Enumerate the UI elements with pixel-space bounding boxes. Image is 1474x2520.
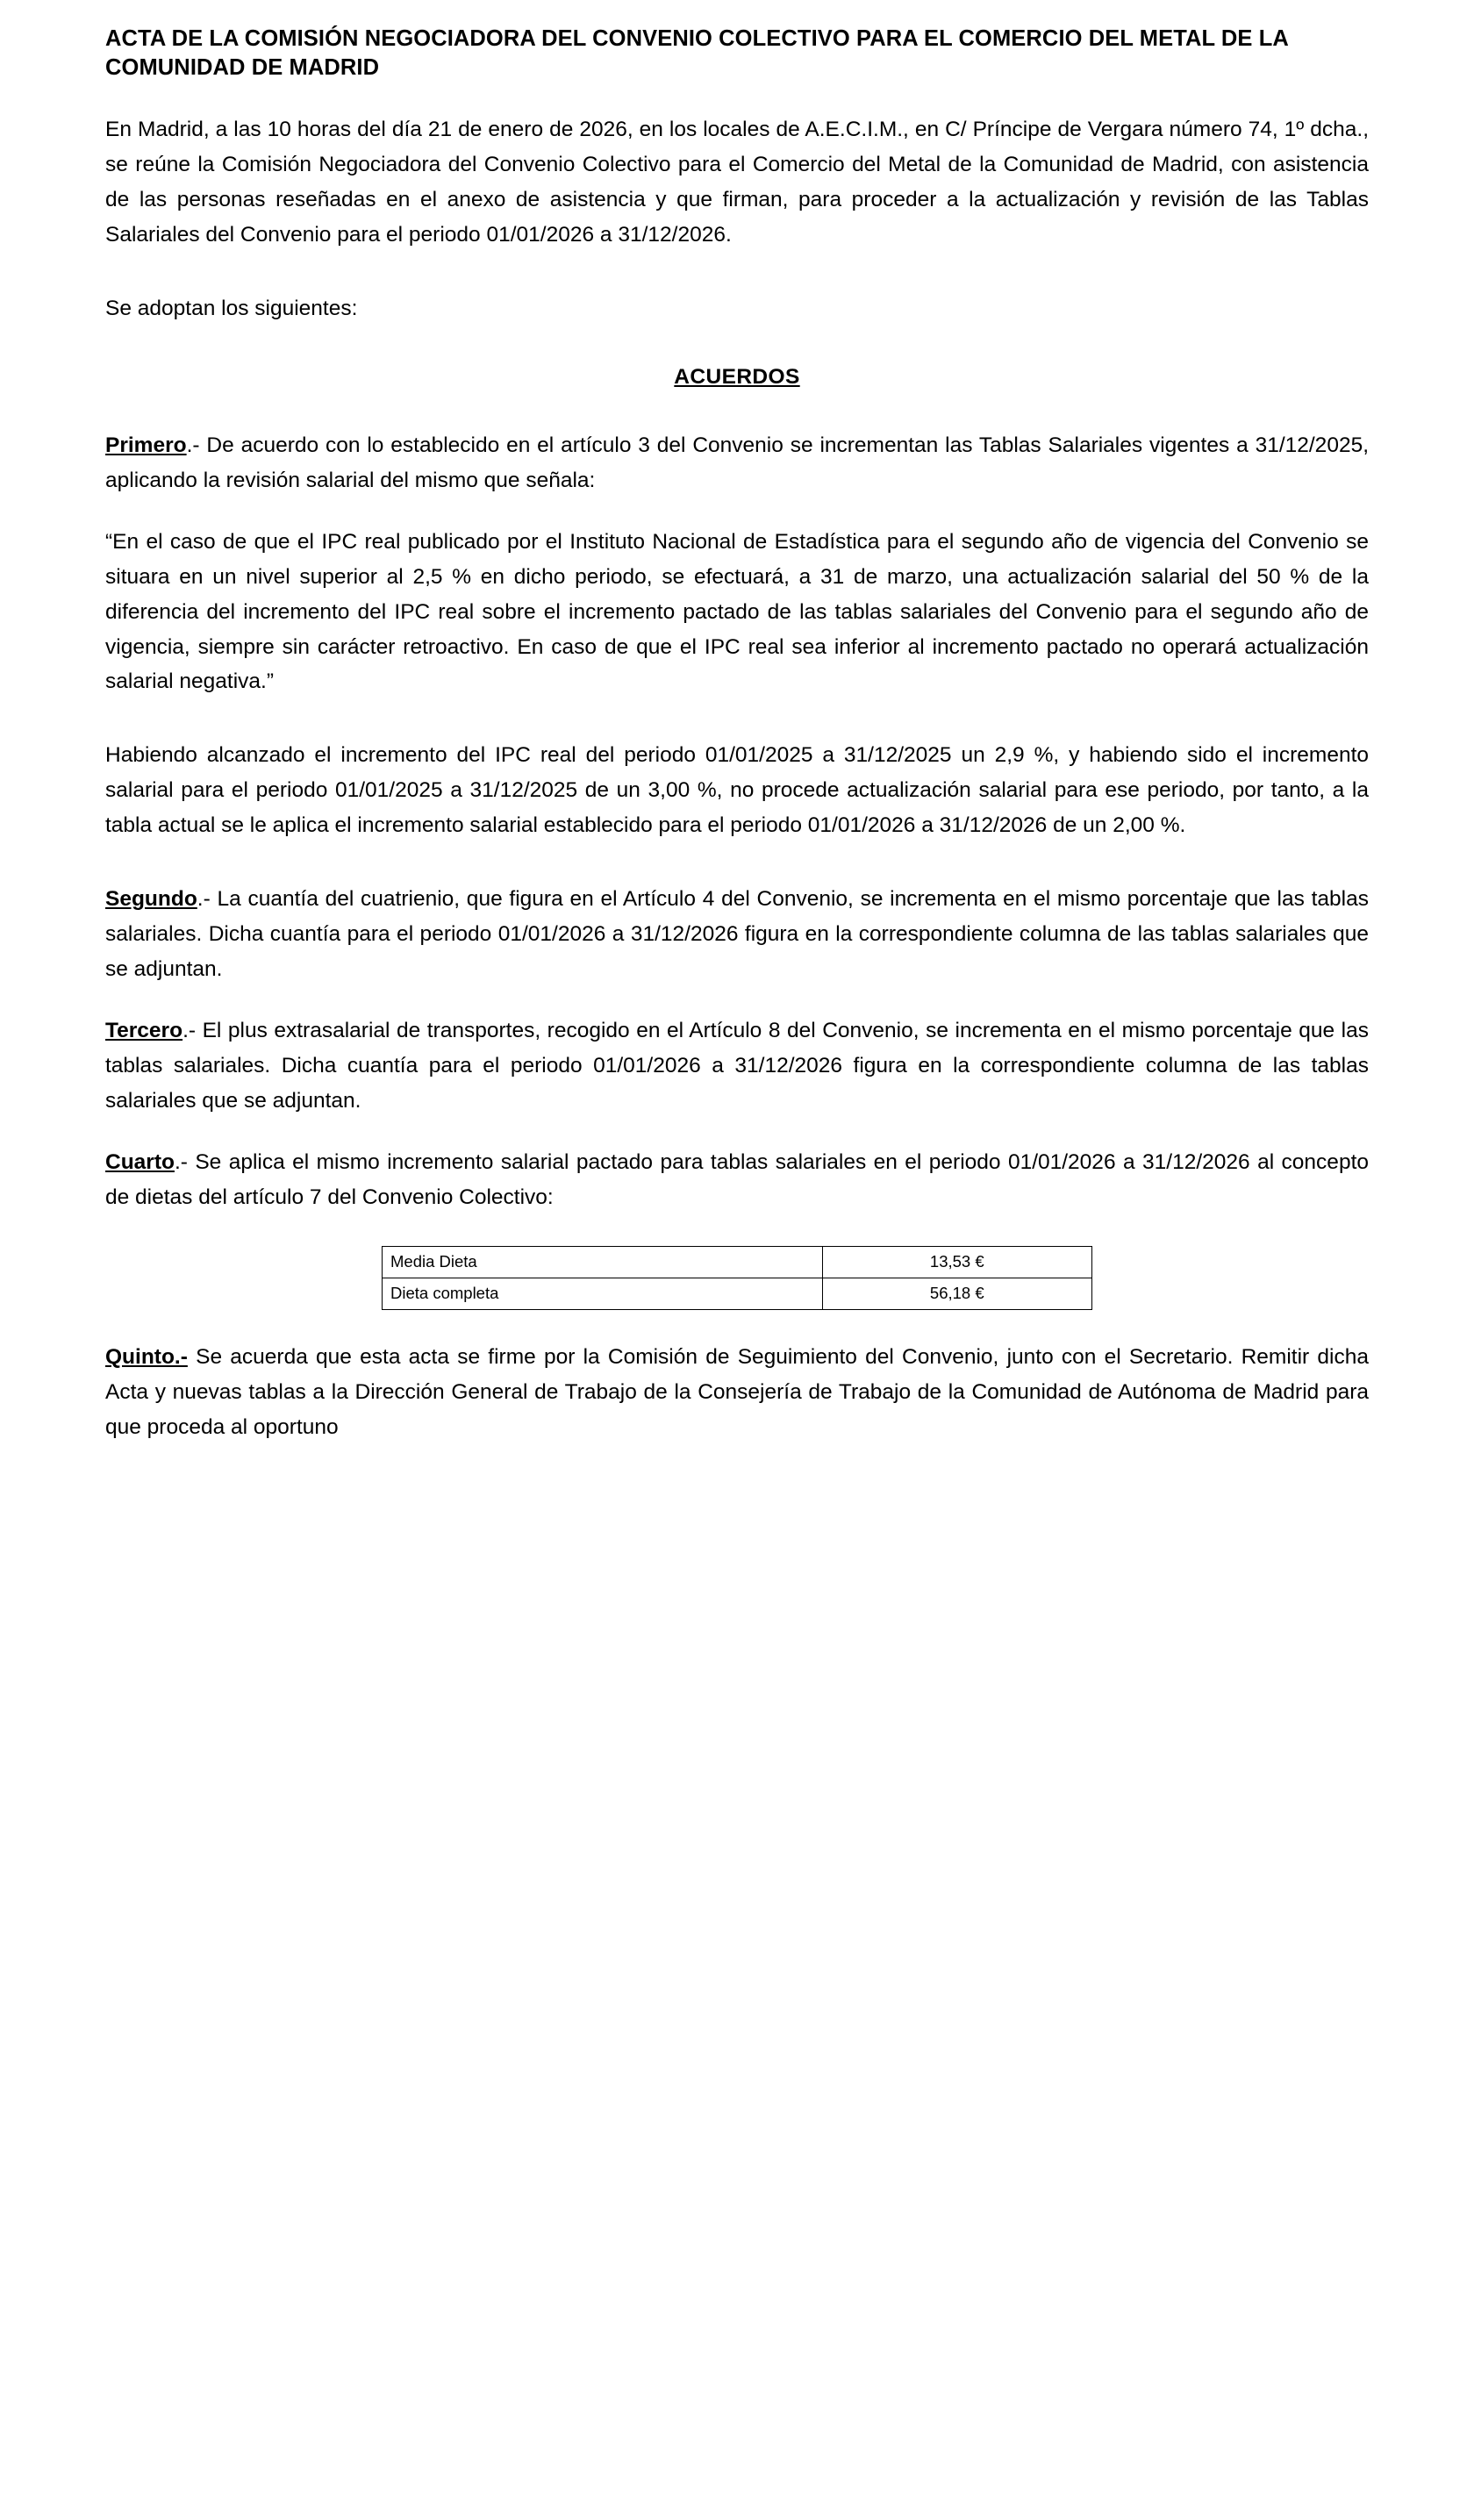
clause-text-primero: .- De acuerdo con lo establecido en el artículo 3 del Convenio se incrementan las Tablas Salariales vigentes a 31/12/2025, aplicando la revisión salarial del mismo que señala: (105, 433, 1369, 492)
clause-text-cuarto: .- Se aplica el mismo incremento salarial pactado para tablas salariales en el periodo 01/01/2026 a 31/12/2026 al concepto de dietas del artículo 7 del Convenio Colectivo: (105, 1149, 1369, 1209)
clause-ipc: Habiendo alcanzado el incremento del IPC real del periodo 01/01/2025 a 31/12/2025 un 2,9 %, y habiendo sido el incremento salarial para el periodo 01/01/2025 a 31/12/2025 de un 3,00 %, no procede actualización salarial para ese periodo, por tanto, a la tabla actual se le aplica el incremento salarial establecido para el periodo 01/01/2026 a 31/12/2026 de un 2,00 %. (105, 743, 1369, 838)
clause-quote: “En el caso de que el IPC real publicado por el Instituto Nacional de Estadística para el segundo año de vigencia del Convenio se situara en un nivel superior al 2,5 % en dicho periodo, se efectuará, a 31 de marzo, una actualización salarial del 50 % de la diferencia del incremento del IPC real sobre el incremento pactado de las tablas salariales del Convenio para el segundo año de vigencia, siempre sin carácter retroactivo. En caso de que el IPC real sea inferior al incremento pactado no operará actualización salarial negativa.” (105, 529, 1369, 694)
dietas-table (382, 1246, 1092, 1310)
dieta-amount: 56,18 € (822, 1278, 1091, 1310)
dieta-concept: Dieta completa (383, 1278, 823, 1310)
clause-segundo (105, 882, 1369, 987)
clause-quinto (105, 1340, 1369, 1445)
clause-text-segundo: .- La cuantía del cuatrienio, que figura en el Artículo 4 del Convenio, se incrementa en el mismo porcentaje que las tablas salariales. Dicha cuantía para el periodo 01/01/2026 a 31/12/2026 figura en la correspondiente columna de las tablas salariales que se adjuntan. (105, 887, 1369, 981)
dieta-concept: Media Dieta (383, 1247, 823, 1278)
adopt-line: Se adoptan los siguientes: (105, 296, 358, 320)
intro-paragraph: En Madrid, a las 10 horas del día 21 de enero de 2026, en los locales de A.E.C.I.M., en C/ Príncipe de Vergara número 74, 1º dcha., se reúne la Comisión Negociadora del Convenio Colectivo para el Comercio del Metal de la Comunidad de Madrid, con asistencia de las personas reseñadas en el anexo de asistencia y que firman, para proceder a la actualización y revisión de las Tablas Salariales del Convenio para el periodo 01/01/2026 a 31/12/2026. (105, 118, 1369, 247)
clause-primero (105, 428, 1369, 498)
acuerdos-heading: ACUERDOS (674, 364, 800, 389)
clause-lead-quinto: Quinto.- (105, 1345, 188, 1370)
clause-lead-tercero: Tercero (105, 1018, 183, 1042)
table-row (383, 1247, 1092, 1278)
dieta-amount: 13,53 € (822, 1247, 1091, 1278)
clause-tercero (105, 1013, 1369, 1119)
clause-lead-cuarto: Cuarto (105, 1149, 175, 1174)
table-row (383, 1278, 1092, 1310)
page-title: ACTA DE LA COMISIÓN NEGOCIADORA DEL CONVENIO COLECTIVO PARA EL COMERCIO DEL METAL DE LA COMUNIDAD DE MADRID (105, 26, 1288, 81)
clause-text-quinto: Se acuerda que esta acta se firme por la Comisión de Seguimiento del Convenio, junto con el Secretario. Remitir dicha Acta y nuevas tablas a la Dirección General de Trabajo de la Consejería de Trabajo de la Comunidad de Autónoma de Madrid para que proceda al oportuno (105, 1345, 1369, 1440)
clause-lead-primero: Primero (105, 433, 187, 457)
clause-lead-segundo: Segundo (105, 887, 197, 912)
clause-cuarto (105, 1145, 1369, 1215)
clause-text-tercero: .- El plus extrasalarial de transportes, recogido en el Artículo 8 del Convenio, se incrementa en el mismo porcentaje que las tablas salariales. Dicha cuantía para el periodo 01/01/2026 a 31/12/2026 figura en la correspondiente columna de las tablas salariales que se adjuntan. (105, 1018, 1369, 1113)
